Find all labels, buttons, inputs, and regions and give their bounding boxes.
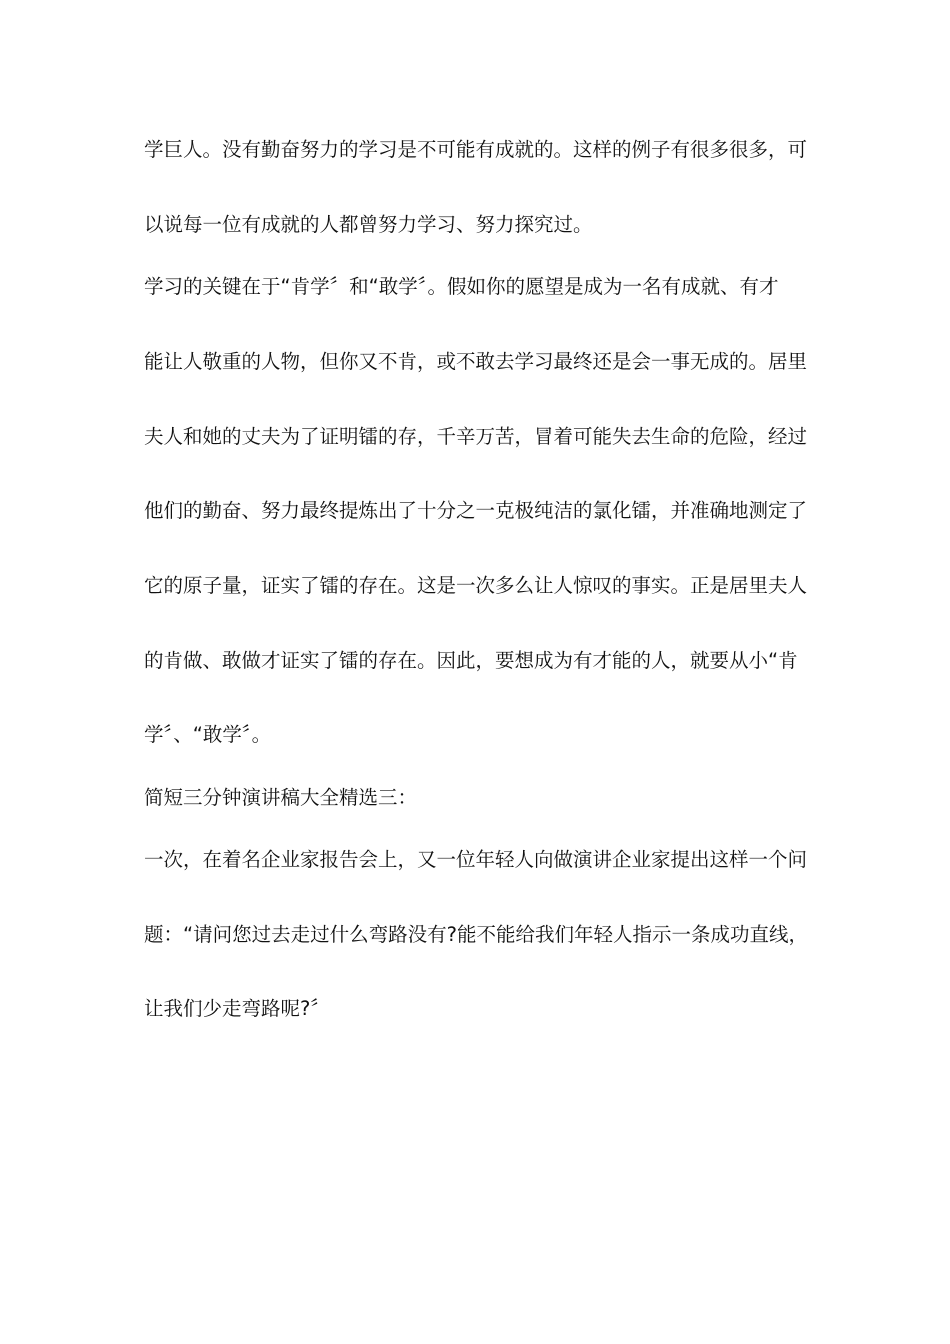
text-line: 学〞、“敢学〞。 [144, 723, 272, 746]
text-line: 他们的勤奋、努力最终提炼出了十分之一克极纯洁的氯化镭，并准确地测定了 [144, 499, 808, 522]
text-line: 让我们少走弯路呢?〞 [144, 997, 330, 1020]
text-line: 题：“请问您过去走过什么弯路没有?能不能给我们年轻人指示一条成功直线， [144, 923, 808, 946]
text-line: 学巨人。没有勤奋努力的学习是不可能有成就的。这样的例子有很多很多，可 [144, 138, 808, 161]
text-line: 夫人和她的丈夫为了证明镭的存，千辛万苦，冒着可能失去生命的危险，经过 [144, 425, 808, 448]
text-line: 的肯做、敢做才证实了镭的存在。因此，要想成为有才能的人，就要从小“肯 [144, 649, 798, 672]
text-line: 一次，在着名企业家报告会上，又一位年轻人向做演讲企业家提出这样一个问 [144, 848, 808, 871]
text-line: 以说每一位有成就的人都曾努力学习、努力探究过。 [144, 213, 593, 236]
text-line: 学习的关键在于“肯学〞和“敢学〞。假如你的愿望是成为一名有成就、有才 [144, 275, 779, 298]
section-heading: 简短三分钟演讲稿大全精选三： [144, 786, 418, 809]
text-line: 它的原子量，证实了镭的存在。这是一次多么让人惊叹的事实。正是居里夫人 [144, 574, 808, 597]
text-line: 能让人敬重的人物，但你又不肯，或不敢去学习最终还是会一事无成的。居里 [144, 350, 808, 373]
